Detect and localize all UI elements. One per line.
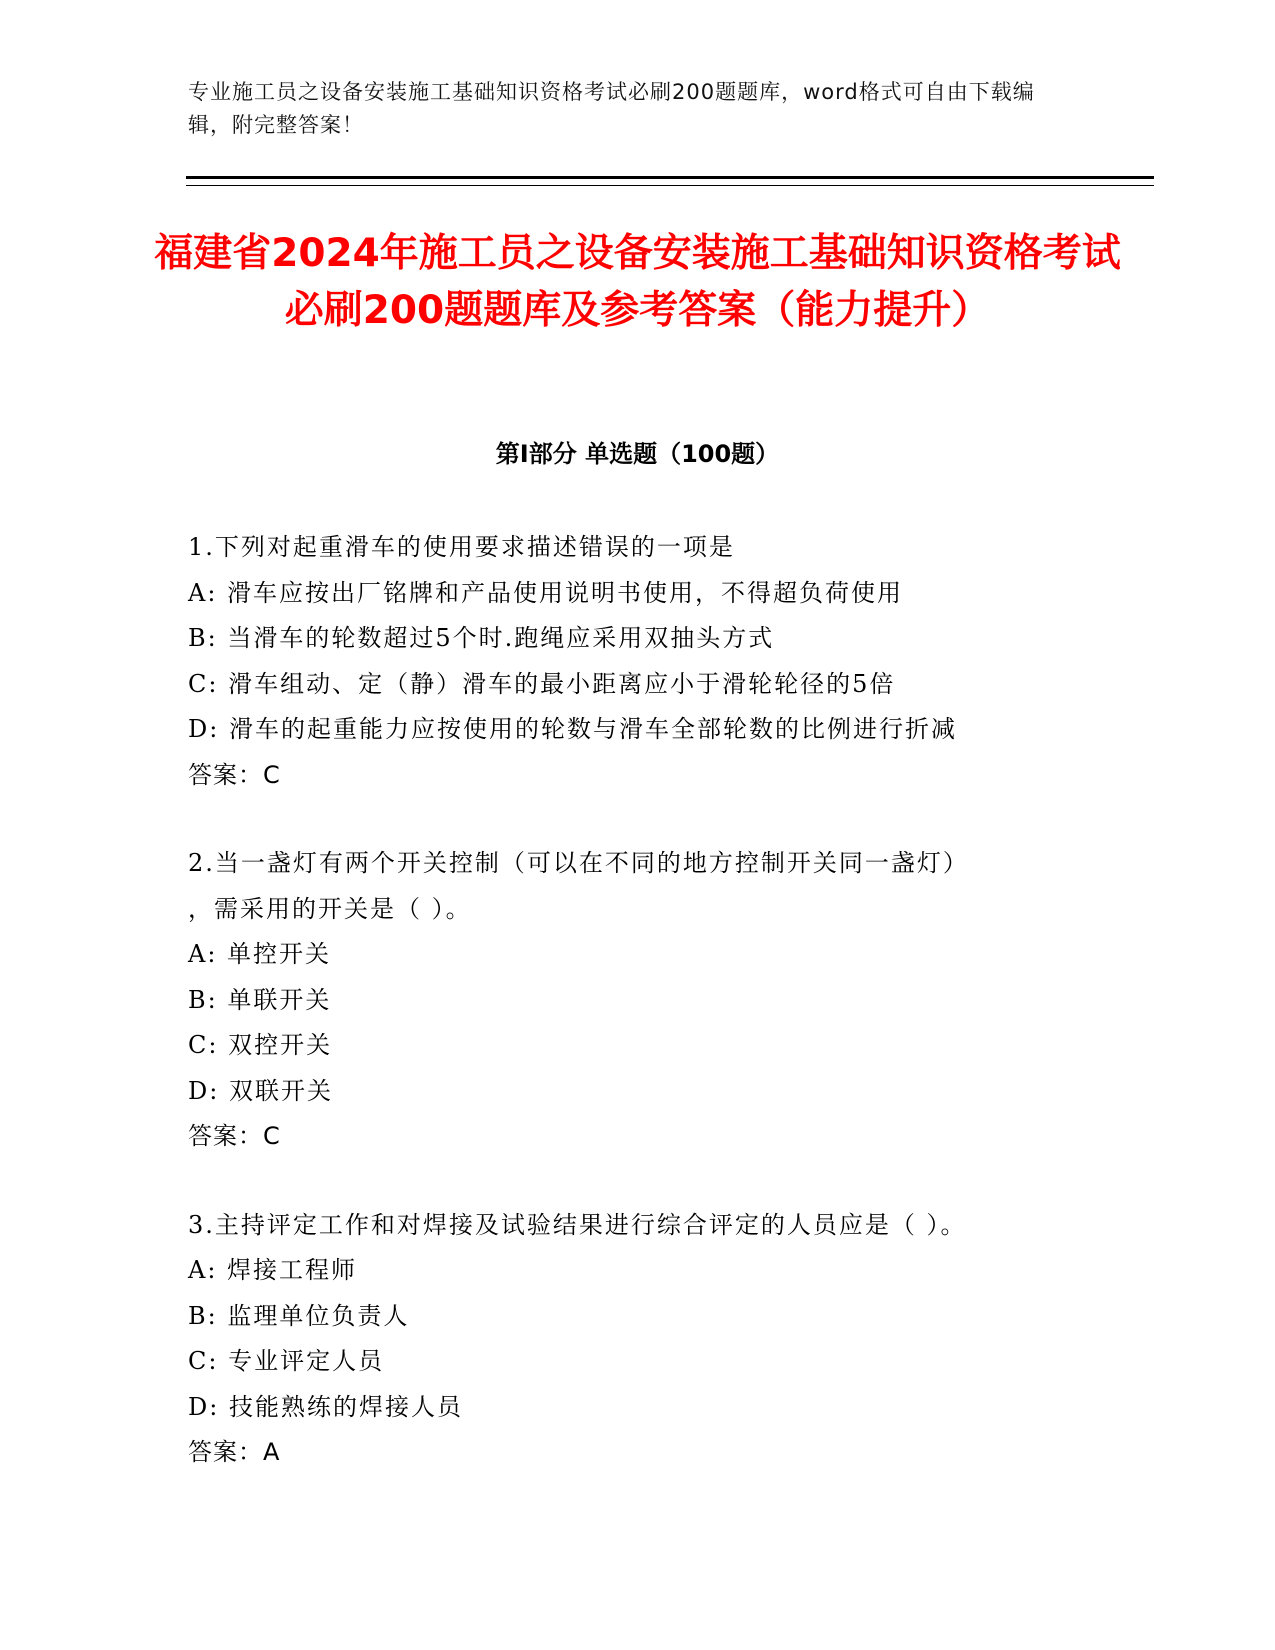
- option-c: C: 专业评定人员: [188, 1347, 385, 1375]
- option-d: D: 滑车的起重能力应按使用的轮数与滑车全部轮数的比例进行折减: [188, 715, 957, 743]
- option-b: B: 监理单位负责人: [188, 1301, 410, 1330]
- answer: 答案：C: [188, 1122, 281, 1150]
- question-stem: 1.下列对起重滑车的使用要求描述错误的一项是: [188, 533, 735, 561]
- header-note: 专业施工员之设备安装施工基础知识资格考试必刷200题题库，word格式可自由下载编辑，附完整答案！: [188, 80, 1035, 137]
- question-stem: 3.主持评定工作和对焊接及试验结果进行综合评定的人员应是（ ）。: [188, 1210, 967, 1239]
- question-1: [188, 525, 1088, 798]
- option-b: B: 单联开关: [188, 985, 332, 1014]
- option-c: C: 双控开关: [188, 1031, 333, 1059]
- option-c: C: 滑车组动、定（静）滑车的最小距离应小于滑轮轮径的5倍: [188, 669, 896, 698]
- question-stem-continued: ，需采用的开关是（ ）。: [188, 894, 472, 923]
- option-a: A: 焊接工程师: [188, 1256, 358, 1284]
- answer: 答案：A: [188, 1438, 281, 1466]
- document-title: 福建省2024年施工员之设备安装施工基础知识资格考试必刷200题题库及参考答案（能力提升）: [154, 231, 1121, 333]
- question-list: [188, 525, 1088, 1519]
- option-d: D: 双联开关: [188, 1076, 333, 1105]
- header-divider-thick: [186, 176, 1154, 179]
- section-heading: 第Ⅰ部分 单选题（100题）: [495, 440, 780, 468]
- option-b: B: 当滑车的轮数超过5个时.跑绳应采用双抽头方式: [188, 624, 775, 652]
- question-stem: 2.当一盏灯有两个开关控制（可以在不同的地方控制开关同一盏灯）: [188, 849, 969, 877]
- question-3: [188, 1203, 1088, 1476]
- question-2: [188, 841, 1088, 1160]
- option-a: A: 单控开关: [188, 940, 332, 968]
- option-d: D: 技能熟练的焊接人员: [188, 1392, 463, 1421]
- option-a: A: 滑车应按出厂铭牌和产品使用说明书使用，不得超负荷使用: [188, 578, 904, 607]
- header-divider-thin: [186, 185, 1154, 186]
- answer: 答案：C: [188, 760, 281, 789]
